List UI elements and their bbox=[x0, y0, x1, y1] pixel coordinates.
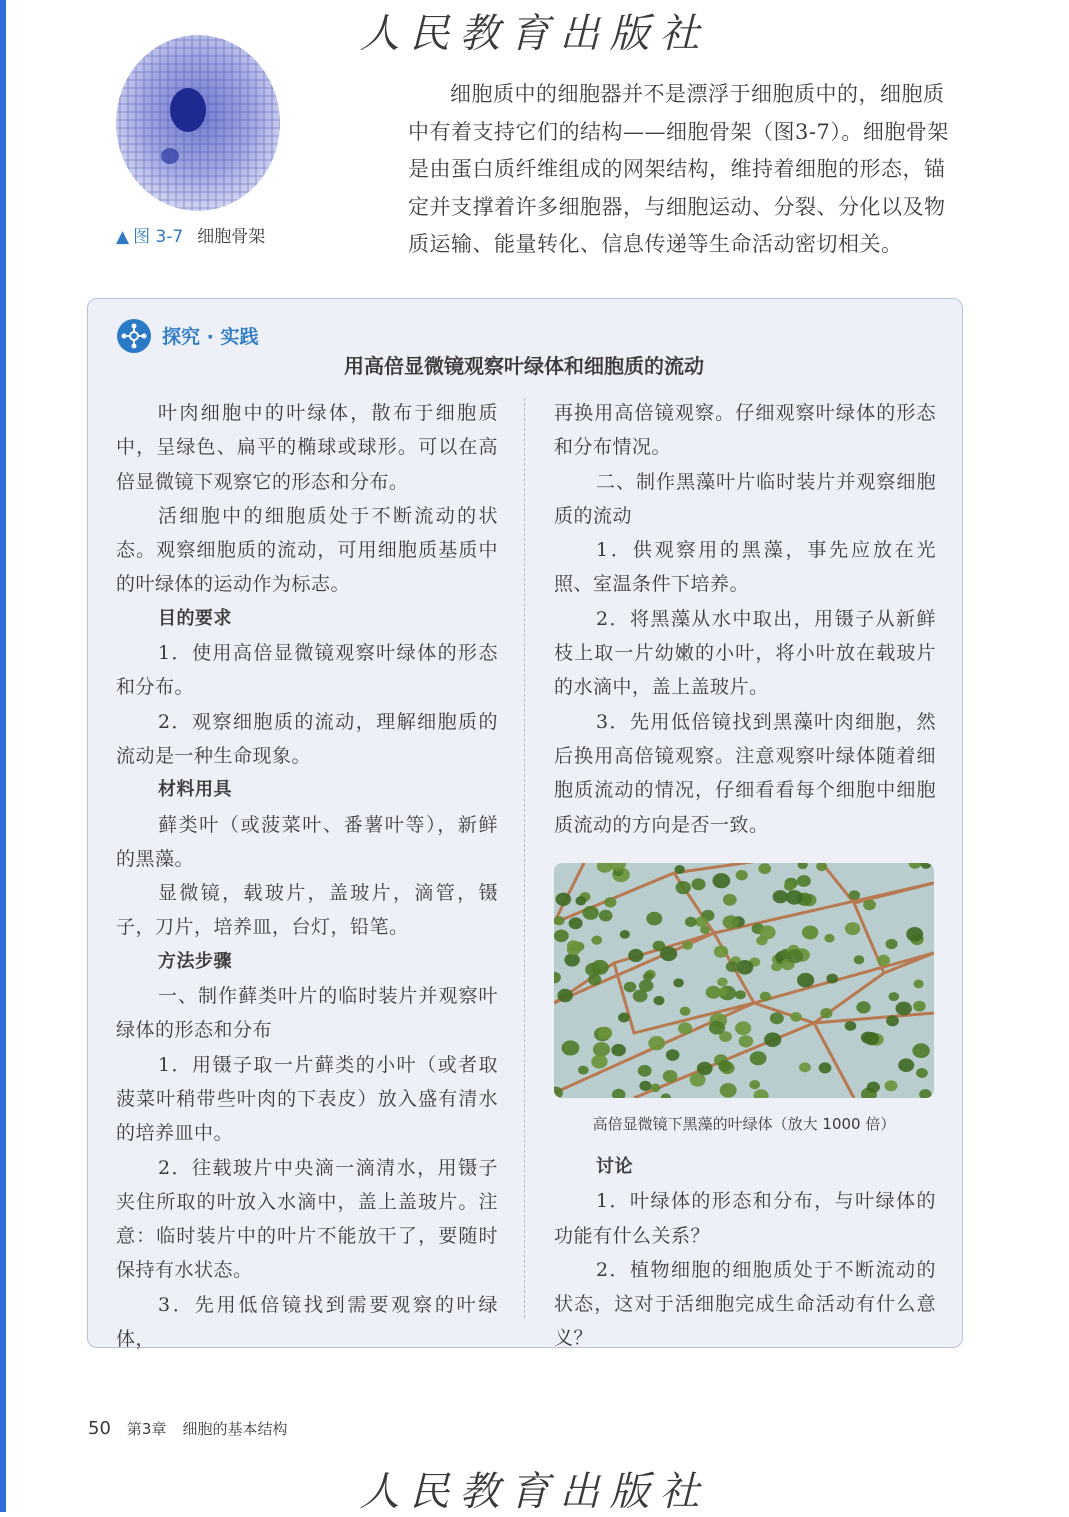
intro-paragraph: 细胞质中的细胞器并不是漂浮于细胞质中的，细胞质中有着支持它们的结构——细胞骨架（图3-7）。细胞骨架是由蛋白质纤维组成的网架结构，维持着细胞的形态，锚定并支撑着许多细胞器，与细胞运动、分裂、分化以及物质运输、能量转化、信息传递等生命活动密切相关。 bbox=[408, 82, 949, 256]
chapter-label: 第3章 bbox=[126, 1420, 167, 1438]
column-divider bbox=[524, 398, 525, 1318]
paragraph: 藓类叶（或菠菜叶、番薯叶等），新鲜的黑藻。 bbox=[116, 813, 498, 870]
paragraph: 一、制作藓类叶片的临时装片并观察叶绿体的形态和分布 bbox=[116, 985, 498, 1042]
box-tag: 探究 · 实践 bbox=[162, 326, 259, 348]
paragraph: 2．观察细胞质的流动，理解细胞质的流动是一种生命现象。 bbox=[116, 710, 498, 767]
paragraph: 再换用高倍镜观察。仔细观察叶绿体的形态和分布情况。 bbox=[554, 402, 936, 459]
paragraph: 2．往载玻片中央滴一滴清水，用镊子夹住所取的叶放入水滴中，盖上盖玻片。注意：临时装片中的叶片不能放干了，要随时保持有水状态。 bbox=[116, 1156, 498, 1282]
paragraph: 二、制作黑藻叶片临时装片并观察细胞质的流动 bbox=[554, 470, 936, 527]
paragraph: 1．供观察用的黑藻，事先应放在光照、室温条件下培养。 bbox=[554, 539, 936, 596]
figure-title: 细胞骨架 bbox=[197, 227, 266, 247]
publisher-watermark-bottom: 人民教育出版社 bbox=[359, 1469, 710, 1515]
paragraph: 3．先用低倍镜找到黑藻叶肉细胞，然后换用高倍镜观察。注意观察叶绿体随着细胞质流动的情况，仔细看看每个细胞中细胞质流动的方向是否一致。 bbox=[554, 710, 936, 836]
discussion-question: 1．叶绿体的形态和分布，与叶绿体的功能有什么关系？ bbox=[554, 1190, 936, 1247]
figure-number: 图 3-7 bbox=[133, 227, 184, 247]
section-heading: 材料用具 bbox=[158, 779, 232, 801]
micrograph-caption: 高倍显微镜下黑藻的叶绿体（放大 1000 倍） bbox=[592, 1115, 896, 1133]
paragraph: 2．将黑藻从水中取出，用镊子从新鲜枝上取一片幼嫩的小叶，将小叶放在载玻片的水滴中，盖上盖玻片。 bbox=[554, 607, 936, 699]
paragraph: 3．先用低倍镜找到需要观察的叶绿体， bbox=[116, 1293, 498, 1351]
chloroplast-micrograph bbox=[554, 863, 934, 1098]
section-heading: 方法步骤 bbox=[158, 950, 232, 972]
cytoskeleton-figure bbox=[108, 28, 288, 218]
explore-practice-icon bbox=[116, 318, 152, 354]
triangle-marker: ▲ bbox=[116, 227, 130, 247]
page-edge-bar bbox=[0, 0, 6, 1512]
section-heading: 讨论 bbox=[596, 1156, 633, 1177]
paragraph: 活细胞中的细胞质处于不断流动的状态。观察细胞质的流动，可用细胞质基质中的叶绿体的运动作为标志。 bbox=[116, 504, 498, 596]
paragraph: 1．使用高倍显微镜观察叶绿体的形态和分布。 bbox=[116, 642, 498, 699]
publisher-watermark-top: 人民教育出版社 bbox=[359, 11, 710, 57]
section-heading: 目的要求 bbox=[158, 607, 232, 629]
paragraph: 1．用镊子取一片藓类的小叶（或者取菠菜叶稍带些叶肉的下表皮）放入盛有清水的培养皿中。 bbox=[116, 1053, 498, 1145]
box-right-column bbox=[554, 396, 936, 842]
discussion-question: 2．植物细胞的细胞质处于不断流动的状态，这对于活细胞完成生命活动有什么意义？ bbox=[554, 1258, 936, 1350]
page-footer bbox=[88, 1418, 287, 1439]
figure-caption bbox=[116, 222, 265, 247]
discussion-section bbox=[554, 1150, 936, 1356]
box-title: 用高倍显微镜观察叶绿体和细胞质的流动 bbox=[344, 354, 704, 378]
paragraph: 叶肉细胞中的叶绿体，散布于细胞质中，呈绿色、扁平的椭球或球形。可以在高倍显微镜下观察它的形态和分布。 bbox=[116, 402, 498, 493]
paragraph: 显微镜，载玻片，盖玻片，滴管，镊子，刀片，培养皿，台灯，铅笔。 bbox=[116, 882, 498, 939]
page-number: 50 bbox=[88, 1418, 111, 1439]
box-left-column bbox=[116, 396, 498, 1356]
chapter-title: 细胞的基本结构 bbox=[182, 1420, 288, 1438]
